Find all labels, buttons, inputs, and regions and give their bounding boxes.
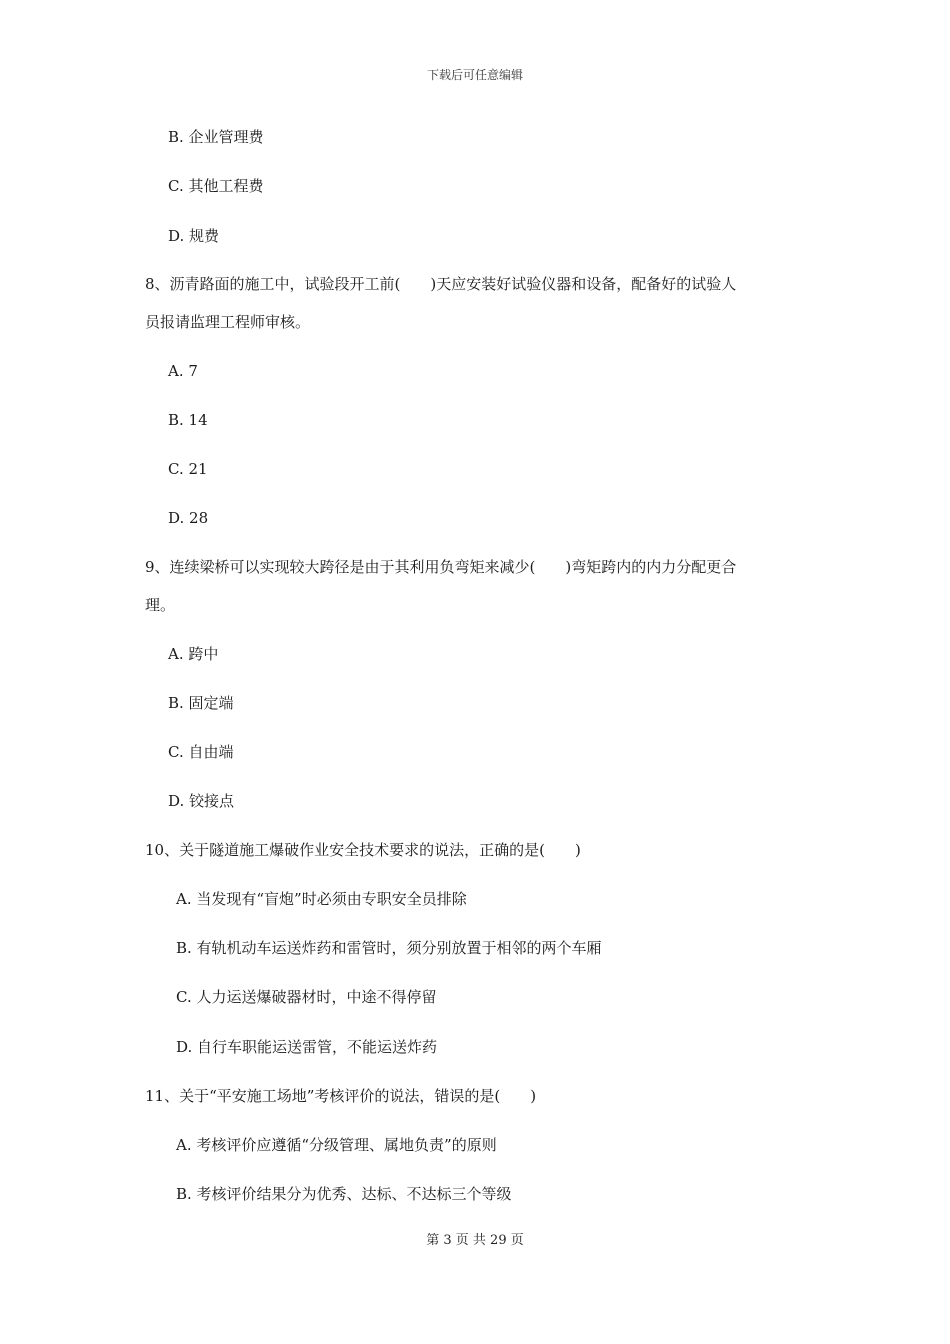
question-10-option-c: C. 人力运送爆破器材时，中途不得停留 — [176, 988, 437, 1006]
question-9-option-a: A. 跨中 — [168, 645, 219, 663]
question-10-option-b: B. 有轨机动车运送炸药和雷管时，须分别放置于相邻的两个车厢 — [176, 939, 602, 957]
question-8-option-b: B. 14 — [168, 411, 208, 429]
question-8-line-2: 员报请监理工程师审核。 — [145, 313, 311, 331]
question-8-option-d: D. 28 — [168, 509, 209, 527]
question-10-line-1: 10、关于隧道施工爆破作业安全技术要求的说法，正确的是( ) — [145, 841, 581, 859]
question-11-line-1: 11、关于“平安施工场地”考核评价的说法，错误的是( ) — [145, 1087, 537, 1105]
question-11-option-a: A. 考核评价应遵循“分级管理、属地负责”的原则 — [176, 1136, 497, 1154]
page-header: 下载后可任意编辑 — [426, 68, 523, 82]
question-9-option-c: C. 自由端 — [168, 743, 234, 761]
question-9-option-d: D. 铰接点 — [168, 792, 235, 810]
question-9-line-1: 9、连续梁桥可以实现较大跨径是由于其利用负弯矩来减少( )弯矩跨内的内力分配更合 — [145, 558, 737, 576]
question-8-line-1: 8、沥青路面的施工中，试验段开工前( )天应安装好试验仪器和设备，配备好的试验人 — [145, 275, 737, 293]
question-11-option-b: B. 考核评价结果分为优秀、达标、不达标三个等级 — [176, 1185, 512, 1203]
question-8-option-c: C. 21 — [168, 460, 208, 478]
question-10-option-a: A. 当发现有“盲炮”时必须由专职安全员排除 — [176, 890, 467, 908]
page-footer: 第 3 页 共 29 页 — [426, 1233, 524, 1248]
prev-question-option-d: D. 规费 — [168, 227, 220, 245]
question-9-line-2: 理。 — [145, 596, 176, 614]
prev-question-option-b: B. 企业管理费 — [168, 128, 264, 146]
question-9-option-b: B. 固定端 — [168, 694, 234, 712]
question-8-option-a: A. 7 — [168, 362, 198, 380]
question-10-option-d: D. 自行车职能运送雷管，不能运送炸药 — [176, 1038, 438, 1056]
prev-question-option-c: C. 其他工程费 — [168, 177, 264, 195]
